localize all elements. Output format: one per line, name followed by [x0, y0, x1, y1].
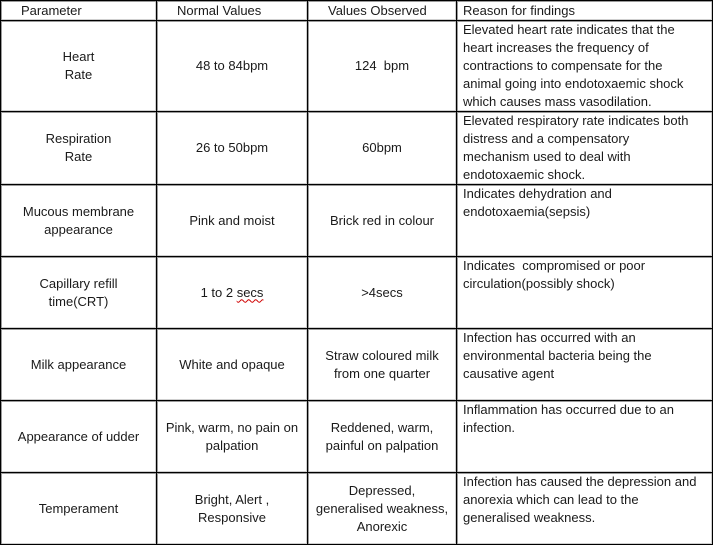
cell-line: 124 bpm [354, 58, 410, 73]
cell-line: Mucous membrane [22, 203, 135, 219]
cell-line: endotoxaemia(sepsis) [463, 204, 591, 219]
cell-line: distress and a compensatory [463, 131, 630, 146]
normal-value-cell [157, 401, 308, 473]
reason-cell [457, 329, 713, 401]
table-row-heart-rate [1, 21, 713, 112]
cell-line: contractions to compensate for the [463, 58, 663, 73]
normal-value-cell [157, 257, 308, 329]
cell-line: Bright, Alert , [194, 491, 270, 507]
cell-line: Rate [64, 67, 93, 82]
header-normal-values: Normal Values [157, 1, 308, 21]
cell-line: Infection has occurred with an [463, 330, 636, 345]
table-row-temperament [1, 473, 713, 545]
cell-line: Depressed, [348, 482, 416, 498]
cell-line: 26 to 50bpm [195, 140, 269, 155]
reason-cell [457, 401, 713, 473]
cell-line: Responsive [198, 509, 266, 525]
table-row-mucous-membrane [1, 185, 713, 257]
cell-line: Pink, warm, no pain on [165, 419, 299, 435]
cell-line: Appearance of udder [17, 428, 140, 444]
observed-value-cell [308, 257, 457, 329]
spellcheck-underlined-word: secs [236, 284, 264, 300]
cell-line: heart increases the frequency of [463, 40, 649, 55]
cell-line: animal going into endotoxaemic shock [463, 76, 684, 91]
table-row-udder-appearance [1, 401, 713, 473]
cell-line: Inflammation has occurred due to an [463, 402, 675, 417]
cell-line: Heart [62, 49, 95, 64]
cell-line: generalised weakness, [315, 500, 449, 516]
parameter-cell [1, 257, 157, 329]
observed-value-cell [308, 112, 457, 185]
table-row-respiration-rate [1, 112, 713, 185]
reason-cell [457, 257, 713, 329]
normal-value-cell [157, 185, 308, 257]
cell-line: Anorexic [356, 518, 408, 534]
cell-line: Elevated heart rate indicates that the [463, 22, 675, 37]
parameter-cell [1, 21, 157, 112]
cell-line: 60bpm [362, 140, 402, 155]
header-parameter: Parameter [1, 1, 157, 21]
reason-cell [457, 185, 713, 257]
parameter-cell [1, 185, 157, 257]
cell-line: palpation [205, 437, 259, 453]
reason-cell [457, 112, 713, 185]
cell-line: environmental bacteria being the [463, 348, 652, 363]
normal-value-cell [157, 21, 308, 112]
observed-value-cell [308, 21, 457, 112]
reason-cell [457, 473, 713, 545]
cell-line: Milk appearance [30, 356, 127, 372]
cell-line: generalised weakness. [463, 510, 596, 525]
parameter-cell [1, 329, 157, 401]
cell-line: >4secs [361, 284, 403, 300]
cell-line: Indicates compromised or poor [463, 258, 646, 273]
cell-text: 1 to 2 [200, 284, 237, 300]
cell-line: time(CRT) [48, 293, 109, 309]
normal-value-cell [157, 473, 308, 545]
normal-value-cell [157, 112, 308, 185]
cell-line: causative agent [463, 366, 555, 381]
parameter-cell [1, 473, 157, 545]
cell-line: circulation(possibly shock) [463, 276, 615, 291]
cell-line: Pink and moist [189, 212, 275, 228]
header-reason-for-findings: Reason for findings [457, 1, 713, 21]
observed-value-cell [308, 473, 457, 545]
cell-line: appearance [44, 221, 113, 237]
cell-line: endotoxaemic shock. [463, 167, 586, 182]
cell-line: mechanism used to deal with [463, 149, 631, 164]
cell-line: from one quarter [333, 365, 431, 381]
cell-line: infection. [463, 420, 516, 435]
observed-value-cell [308, 185, 457, 257]
cell-line: Indicates dehydration and [463, 186, 612, 201]
table-row-milk-appearance [1, 329, 713, 401]
cell-line: Capillary refill [39, 275, 118, 291]
cell-line: Elevated respiratory rate indicates both [463, 113, 689, 128]
table-row-capillary-refill [1, 257, 713, 329]
cell-line: Respiration [45, 131, 112, 146]
cell-line: anorexia which can lead to the [463, 492, 639, 507]
cell-line: Straw coloured milk [325, 347, 439, 363]
cell-line: 48 to 84bpm [195, 58, 269, 73]
header-row [1, 1, 713, 21]
cell-line: White and opaque [179, 356, 285, 372]
cell-line: Rate [64, 149, 93, 164]
cell-line: Temperament [38, 500, 119, 516]
parameter-cell [1, 401, 157, 473]
cell-line: which causes mass vasodilation. [463, 94, 652, 109]
reason-cell [457, 21, 713, 112]
cell-line: Brick red in colour [329, 212, 435, 228]
cell-line: Infection has caused the depression and [463, 474, 697, 489]
cell-line: painful on palpation [325, 437, 439, 453]
cell-line: Reddened, warm, [330, 419, 434, 435]
normal-value-cell [157, 329, 308, 401]
parameter-cell [1, 112, 157, 185]
header-values-observed: Values Observed [308, 1, 457, 21]
observed-value-cell [308, 401, 457, 473]
observed-value-cell [308, 329, 457, 401]
